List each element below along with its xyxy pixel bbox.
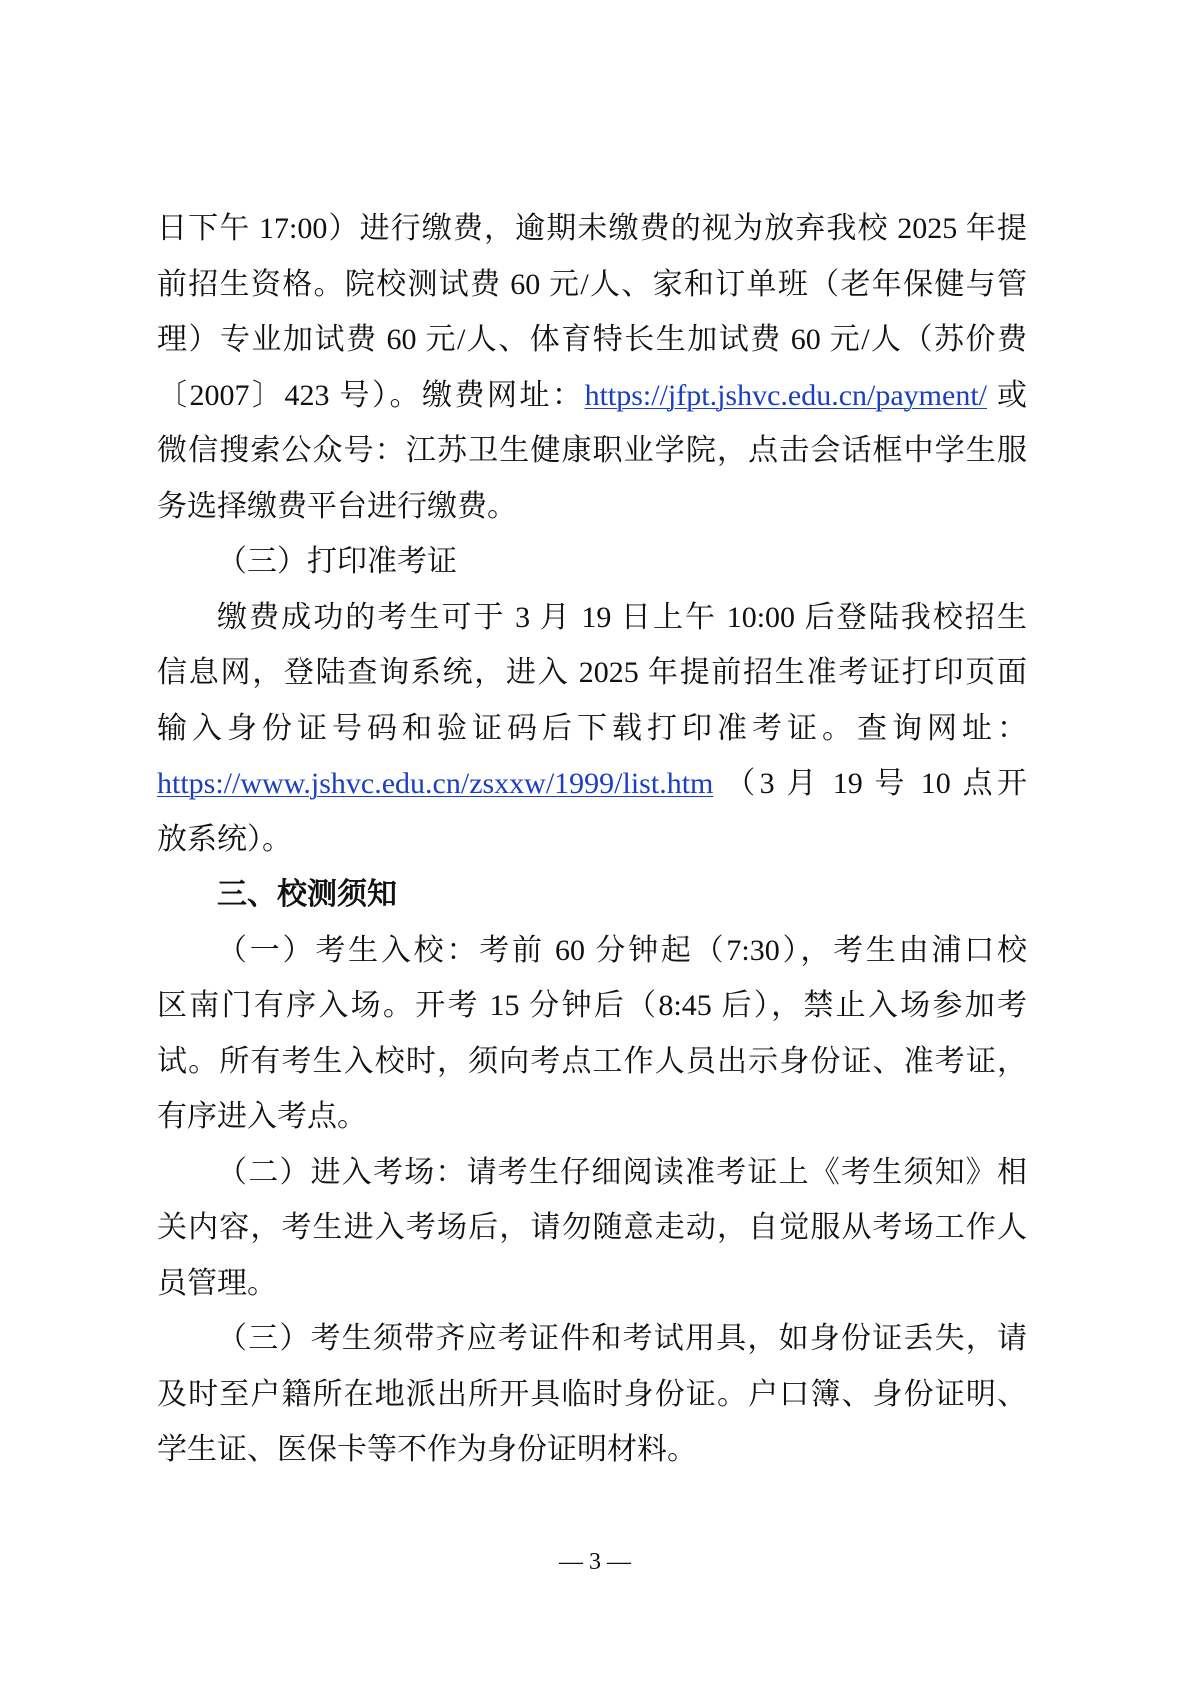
text-segment: 〔2007〕423 号）。缴费网址：	[157, 378, 585, 412]
print-admission-section	[157, 534, 1027, 867]
text-line: 员管理。	[157, 1266, 277, 1300]
text-line: 放系统）。	[157, 822, 292, 856]
exam-notice-section	[157, 867, 1027, 1478]
text-segment: （3 月 19 号 10 点开	[725, 767, 1028, 800]
text-line: （二）进入考场：请考生仔细阅读准考证上《考生须知》相	[217, 1155, 1027, 1189]
page-number: — 3 —	[559, 1549, 631, 1575]
text-line: 缴费成功的考生可于 3 月 19 日上午 10:00 后登陆我校招生	[217, 600, 1027, 634]
notice-item	[157, 1145, 1027, 1312]
notice-item	[157, 1311, 1027, 1478]
payment-link-line	[157, 368, 1027, 424]
text-line: 微信搜索公众号：江苏卫生健康职业学院，点击会话框中学生服	[157, 434, 1027, 467]
text-line: 理）专业加试费 60 元/人、体育特长生加试费 60 元/人（苏价费	[157, 323, 1027, 356]
payment-link[interactable]: https://jfpt.jshvc.edu.cn/payment/	[584, 378, 987, 412]
text-line: 日下午 17:00）进行缴费，逾期未缴费的视为放弃我校 2025 年提	[157, 212, 1027, 245]
section-heading: （三）打印准考证	[217, 545, 457, 578]
text-line: 关内容，考生进入考场后，请勿随意走动，自觉服从考场工作人	[157, 1211, 1027, 1244]
document-body	[157, 201, 1027, 1478]
text-line: 务选择缴费平台进行缴费。	[157, 489, 517, 523]
notice-item	[157, 923, 1027, 1145]
text-line: 输入身份证号码和验证码后下载打印准考证。查询网址：	[157, 711, 1027, 745]
text-line: 信息网，登陆查询系统，进入 2025 年提前招生准考证打印页面	[157, 656, 1027, 689]
admission-link-line	[157, 756, 1027, 812]
payment-paragraph	[157, 201, 1027, 534]
admission-query-link[interactable]: https://www.jshvc.edu.cn/zsxxw/1999/list.htm	[157, 767, 714, 800]
text-line: （一）考生入校：考前 60 分钟起（7:30），考生由浦口校	[217, 933, 1027, 967]
text-line: 有序进入考点。	[157, 1100, 367, 1133]
text-line: 前招生资格。院校测试费 60 元/人、家和订单班（老年保健与管	[157, 267, 1027, 301]
text-line: （三）考生须带齐应考证件和考试用具，如身份证丢失，请	[217, 1322, 1027, 1355]
section-heading: 三、校测须知	[217, 878, 397, 911]
text-segment: 或	[997, 378, 1028, 412]
text-line: 区南门有序入场。开考 15 分钟后（8:45 后），禁止入场参加考	[157, 989, 1027, 1022]
text-line: 学生证、医保卡等不作为身份证明材料。	[157, 1433, 697, 1466]
text-line: 及时至户籍所在地派出所开具临时身份证。户口簿、身份证明、	[157, 1377, 1027, 1411]
text-line: 试。所有考生入校时，须向考点工作人员出示身份证、准考证，	[157, 1044, 1027, 1078]
